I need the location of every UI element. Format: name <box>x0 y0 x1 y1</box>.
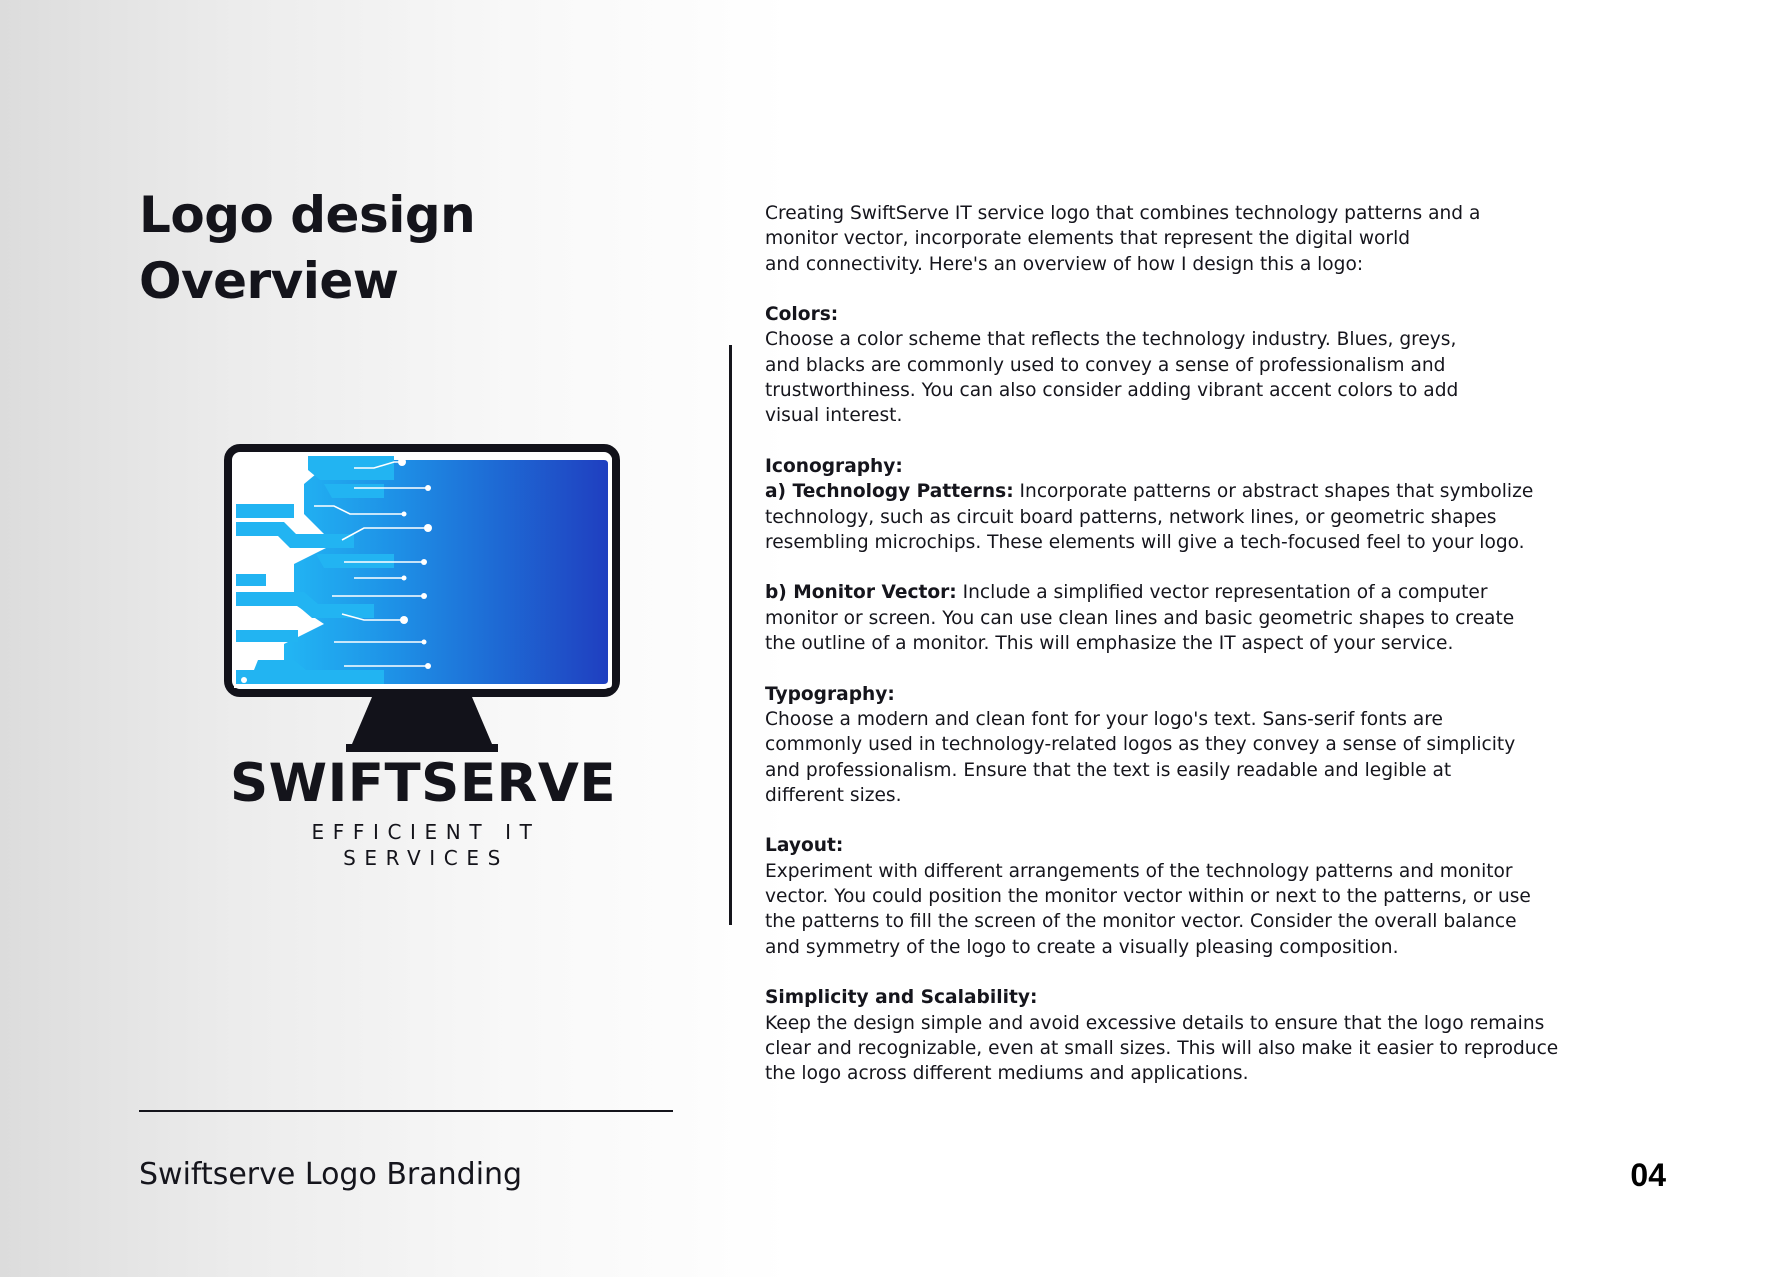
monitor-vector-text-line-2: monitor or screen. You can use clean lines and basic geometric shapes to create <box>765 607 1515 629</box>
tech-patterns-text-line-2: technology, such as circuit board patterns, network lines, or geometric shapes <box>765 506 1497 528</box>
layout-heading: Layout: <box>765 835 844 857</box>
brand-name: SWIFTSERVE <box>229 753 617 814</box>
typography-text-line-1: Choose a modern and clean font for your logo's text. Sans-serif fonts are <box>765 708 1443 730</box>
page-number: 04 <box>1630 1157 1666 1193</box>
monitor-stand <box>352 697 492 744</box>
simplicity-heading: Simplicity and Scalability: <box>765 987 1038 1009</box>
typography-heading: Typography: <box>765 683 895 705</box>
vertical-divider <box>729 345 732 925</box>
colors-heading: Colors: <box>765 304 839 326</box>
simplicity-text-line-2: clear and recognizable, even at small sizes. This will also make it easier to reproduce <box>765 1037 1559 1059</box>
swiftserve-logo <box>224 444 620 870</box>
tech-patterns-label: a) Technology Patterns: <box>765 481 1014 503</box>
layout-text-line-4: and symmetry of the logo to create a visually pleasing composition. <box>765 936 1399 958</box>
iconography-heading: Iconography: <box>765 455 903 477</box>
layout-text-line-2: vector. You could position the monitor vector within or next to the patterns, or use <box>765 886 1531 908</box>
typography-text-line-2: commonly used in technology-related logos as they convey a sense of simplicity <box>765 734 1516 756</box>
colors-text-line-4: visual interest. <box>765 405 903 427</box>
colors-text-line-1: Choose a color scheme that reflects the technology industry. Blues, greys, <box>765 329 1457 351</box>
page-title-line-2: Overview <box>139 252 399 310</box>
colors-text-line-2: and blacks are commonly used to convey a sense of professionalism and <box>765 354 1446 376</box>
intro-line-1: Creating SwiftServe IT service logo that combines technology patterns and a <box>765 203 1481 224</box>
tech-patterns-text-line-1: Incorporate patterns or abstract shapes that symbolize <box>1013 481 1534 503</box>
colors-text-line-3: trustworthiness. You can also consider adding vibrant accent colors to add <box>765 380 1459 402</box>
monitor-vector-text-line-1: Include a simplified vector representation of a computer <box>956 582 1488 604</box>
footer-label: Swiftserve Logo Branding <box>139 1157 523 1192</box>
footer-rule <box>139 1110 673 1112</box>
overview-body <box>765 201 1685 1086</box>
brand-tagline: EFFICIENT IT SERVICES <box>311 820 541 870</box>
monitor-vector-text-line-3: the outline of a monitor. This will emphasize the IT aspect of your service. <box>765 633 1454 655</box>
intro-line-2: monitor vector, incorporate elements that represent the digital world <box>765 228 1411 250</box>
layout-text-line-1: Experiment with different arrangements of the technology patterns and monitor <box>765 860 1513 882</box>
page-title-line-1: Logo design <box>139 186 476 244</box>
simplicity-text-line-1: Keep the design simple and avoid excessive details to ensure that the logo remains <box>765 1012 1545 1034</box>
layout-text-line-3: the patterns to fill the screen of the monitor vector. Consider the overall balance <box>765 911 1517 933</box>
monitor-vector-label: b) Monitor Vector: <box>765 582 957 604</box>
page-title <box>139 182 475 314</box>
typography-text-line-3: and professionalism. Ensure that the text is easily readable and legible at <box>765 759 1452 781</box>
typography-text-line-4: different sizes. <box>765 784 902 806</box>
simplicity-text-line-3: the logo across different mediums and applications. <box>765 1063 1249 1085</box>
monitor-circuit-icon <box>224 444 620 754</box>
monitor-base <box>346 744 498 752</box>
intro-line-3: and connectivity. Here's an overview of how I design this a logo: <box>765 253 1364 275</box>
tech-patterns-text-line-3: resembling microchips. These elements will give a tech-focused feel to your logo. <box>765 531 1525 553</box>
